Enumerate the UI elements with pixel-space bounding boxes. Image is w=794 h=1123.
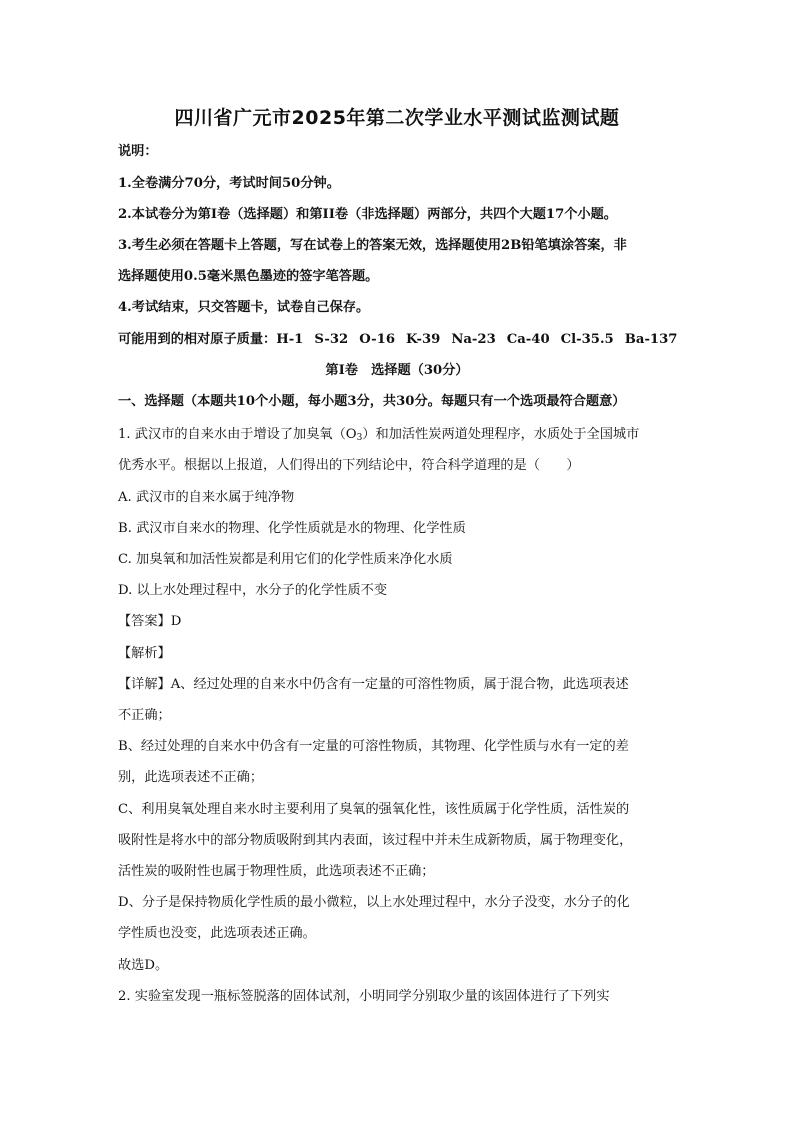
- question-1-stem-cont: 优秀水平。根据以上报道，人们得出的下列结论中，符合科学道理的是（ ）: [118, 458, 580, 473]
- detail-line-4: 别，此选项表述不正确；: [118, 770, 264, 785]
- detail-line-8: D、分子是保持物质化学性质的最小微粒，以上水处理过程中，水分子没变，水分子的化: [118, 895, 630, 910]
- atomic-mass-h: H-1: [276, 332, 304, 347]
- detail-line-6: 吸附性是将水中的部分物质吸附到其内表面，该过程中并未生成新物质，属于物理变化，: [118, 833, 633, 848]
- detail-line-1: 【详解】A、经过处理的自来水中仍含有一定量的可溶性物质，属于混合物，此选项表述: [118, 677, 629, 692]
- question-1-option-a: A. 武汉市的自来水属于纯净物: [118, 490, 295, 505]
- exam-title: 四川省广元市2025年第二次学业水平测试监测试题: [174, 107, 620, 129]
- instructions-heading: 说明：: [118, 144, 158, 159]
- instruction-item-1: 1.全卷满分70分，考试时间50分钟。: [118, 176, 340, 191]
- atomic-mass-o: O-16: [359, 332, 395, 347]
- instruction-item-4: 4.考试结束，只交答题卡，试卷自己保存。: [118, 300, 370, 315]
- atomic-mass-ca: Ca-40: [506, 332, 550, 347]
- instruction-item-3: 3.考生必须在答题卡上答题，写在试卷上的答案无效，选择题使用2B铅笔填涂答案，非: [118, 238, 627, 253]
- question-1-answer: 【答案】D: [118, 614, 182, 629]
- instruction-item-3-cont: 选择题使用0.5毫米黑色墨迹的签字笔答题。: [118, 269, 379, 284]
- detail-line-3: B、经过处理的自来水中仍含有一定量的可溶性物质，其物理、化学性质与水有一定的差: [118, 739, 629, 754]
- detail-line-9: 学性质也没变，此选项表述正确。: [118, 926, 316, 941]
- question-2-stem: 2. 实验室发现一瓶标签脱落的固体试剂，小明同学分别取少量的该固体进行了下列实: [118, 989, 610, 1004]
- question-1-analysis-label: 【解析】: [118, 646, 171, 661]
- atomic-mass-na: Na-23: [451, 332, 496, 347]
- section1-heading: 一、选择题（本题共10个小题，每小题3分，共30分。每题只有一个选项最符合题意）: [118, 394, 626, 409]
- question-1-option-b: B. 武汉市自来水的物理、化学性质就是水的物理、化学性质: [118, 521, 466, 536]
- detail-line-2: 不正确；: [118, 708, 171, 723]
- ozone-subscript: 3: [356, 433, 363, 443]
- atomic-mass-label: 可能用到的相对原子质量：: [118, 332, 277, 347]
- atomic-mass-ba: Ba-137: [624, 332, 678, 347]
- atomic-mass-line: [118, 330, 698, 350]
- detail-line-7: 活性炭的吸附性也属于物理性质，此选项表述不正确；: [118, 864, 435, 879]
- question-1-option-c: C. 加臭氧和加活性炭都是利用它们的化学性质来净化水质: [118, 552, 453, 567]
- question-1-option-d: D. 以上水处理过程中，水分子的化学性质不变: [118, 583, 388, 598]
- question-1-stem: 1. 武汉市的自来水由于增设了加臭氧$(O_3)$和加活性炭两道处理程序，水质处于全国城市: [118, 427, 640, 443]
- detail-line-10: 故选D。: [118, 958, 169, 973]
- atomic-mass-cl: Cl-35.5: [560, 332, 614, 347]
- atomic-mass-k: K-39: [406, 332, 441, 347]
- instruction-item-2: 2.本试卷分为第I卷（选择题）和第II卷（非选择题）两部分，共四个大题17个小题。: [118, 207, 617, 222]
- detail-line-5: C、利用臭氧处理自来水时主要利用了臭氧的强氧化性，该性质属于化学性质，活性炭的: [118, 802, 630, 817]
- atomic-mass-s: S-32: [314, 332, 349, 347]
- part1-heading: 第I卷 选择题（30分）: [325, 363, 469, 378]
